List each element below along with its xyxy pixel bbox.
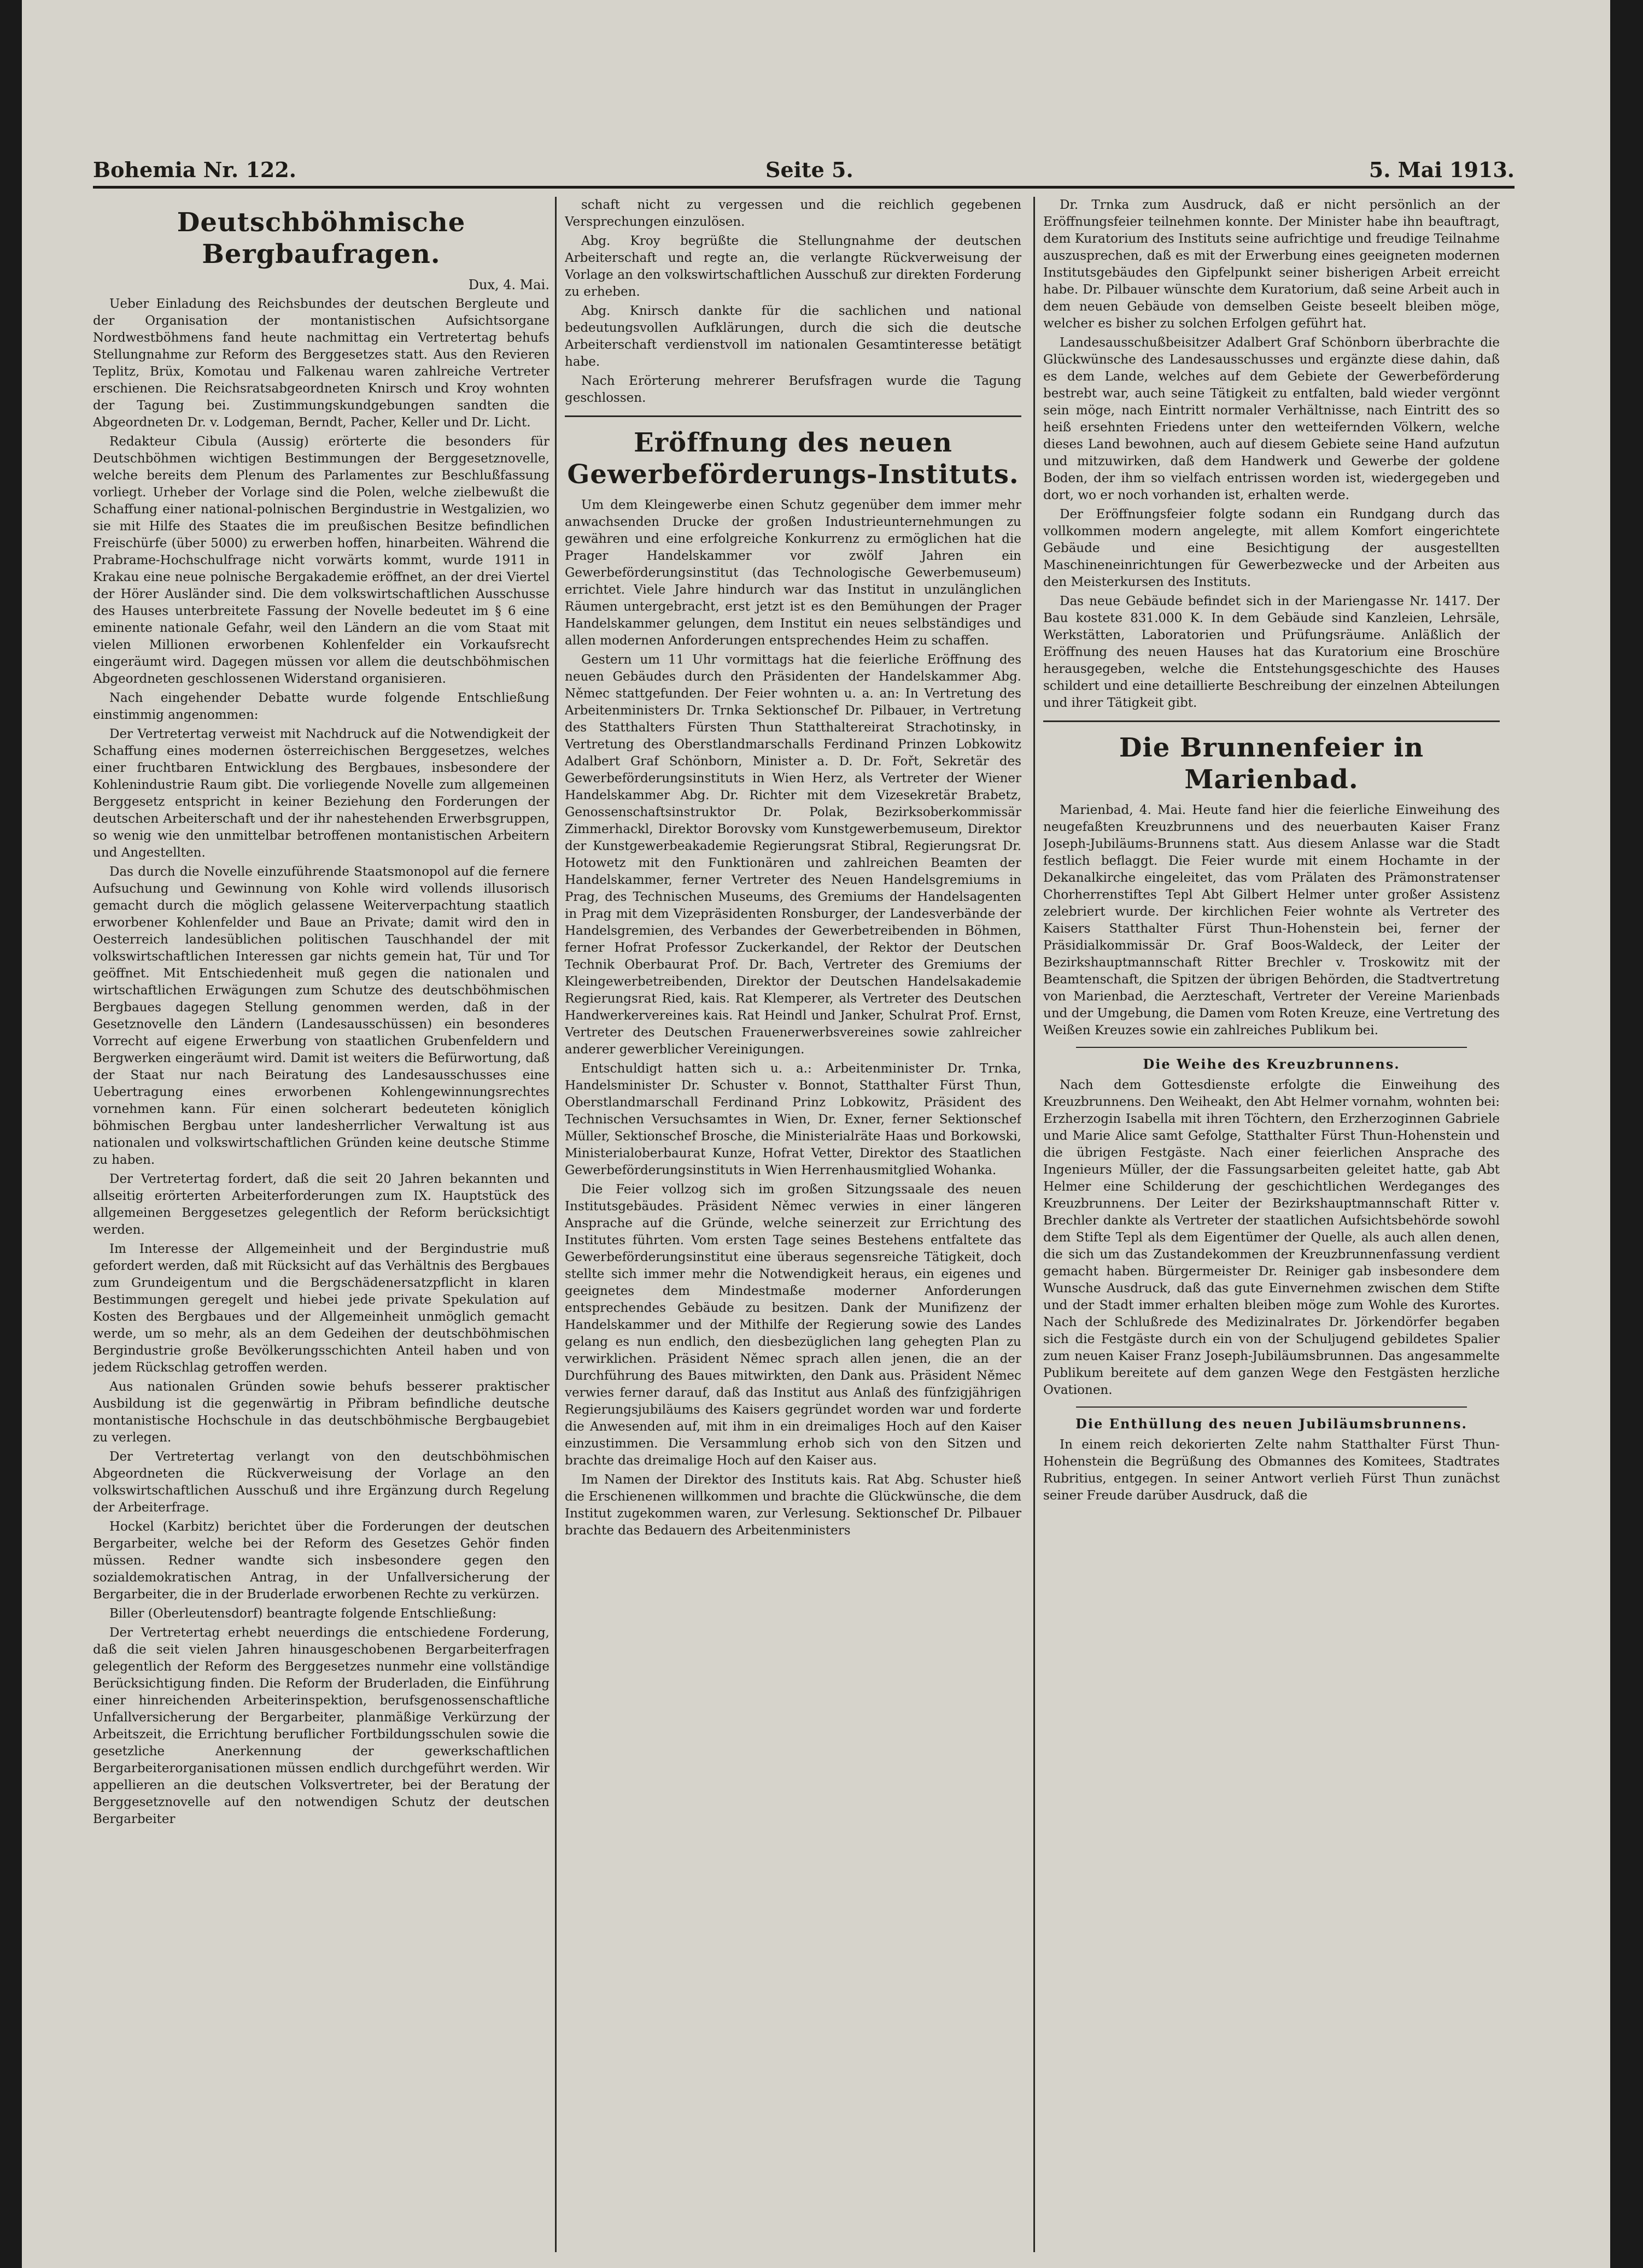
paragraph: Das neue Gebäude befindet sich in der Mariengasse Nr. 1417. Der Bau kostete 831.000 K. In dem Gebäude sind Kanzleien, Lehrsäle, Werkstätten, Laboratorien und Prüfungsräume. Anläßlich der Eröffnung des neuen Hauses hat das Kuratorium eine Broschüre herausgegeben, welche die Entstehungsgeschichte des Hauses schildert und eine detaillierte Beschreibung der einzelnen Abteilungen und ihrer Tätigkeit gibt. [1043, 594, 1500, 710]
article-body [93, 296, 549, 1828]
paragraph: Entschuldigt hatten sich u. a.: Arbeitenminister Dr. Trnka, Handelsminister Dr. Schuster v. Bonnot, Statthalter Fürst Thun, Oberstlandmarschall Ferdinand Prinz Lobkowitz, Präsident des Technischen Versuchsamtes in Wien, Dr. Exner, ferner Sektionschef Müller, Sektionschef Brosche, die Ministerialräte Haas und Borkowski, Ministerialoberbaurat Kunze, Hofrat Vetter, Direktor des Staatlichen Gewerbeförderungsinstituts in Wien Herrenhausmitglied Wohanka. [565, 1062, 1021, 1177]
paragraph: Nach eingehender Debatte wurde folgende Entschließung einstimmig angenommen: [93, 691, 549, 722]
paragraph: Der Vertretertag verweist mit Nachdruck auf die Notwendigkeit der Schaffung eines modernen österreichischen Berggesetzes, welches einer fruchtbaren Entwicklung des Bergbaues, insbesondere der Kohlenindustrie Raum gibt. Die vorliegende Novelle zum allgemeinen Berggesetz entspricht in keiner Beziehung den Forderungen der deutschen Arbeiterschaft und der ihr nahestehenden Erwerbsgruppen, so wenig wie den unmittelbar betroffenen montanistischen Arbeitern und Angestellten. [93, 727, 549, 860]
paragraph: Die Feier vollzog sich im großen Sitzungssaale des neuen Institutsgebäudes. Präsident Němec verwies in einer längeren Ansprache auf die Gründe, welche seinerzeit zur Errichtung des Institutes führten. Vom ersten Tage seines Bestehens entfaltete das Gewerbeförderungsinstitut eine überaus segensreiche Tätigkeit, doch stellte sich immer mehr die Notwendigkeit heraus, ein eigenes und geeignetes dem Mindestmaße moderner Anforderungen entsprechendes Gebäude zu besitzen. Dank der Munifizenz der Handelskammer und der Mithilfe der Regierung sowie des Landes gelang es nun endlich, den diesbezüglichen lang gehegten Plan zu verwirklichen. Präsident Němec sprach allen jenen, die an der Durchführung des Baues mitwirkten, den Dank aus. Präsident Němec verwies ferner darauf, daß das Institut aus Anlaß des fünfzigjährigen Regierungsjubiläums des Kaisers gegründet worden war und forderte die Anwesenden auf, mit ihm in ein dreimaliges Hoch auf den Kaiser einzustimmen. Die Versammlung erhob sich von den Sitzen und brachte das dreimalige Hoch auf den Kaiser aus. [565, 1182, 1021, 1468]
column-divider [1033, 197, 1035, 2252]
article-separator [565, 415, 1021, 417]
newspaper-page [22, 0, 1610, 2268]
paragraph: Aus nationalen Gründen sowie behufs besserer praktischer Ausbildung ist die gegenwärtig in Přibram befindliche deutsche montanistische Hochschule in das deutschböhmische Bergbaugebiet zu verlegen. [93, 1380, 549, 1445]
paragraph: Dr. Trnka zum Ausdruck, daß er nicht persönlich an der Eröffnungsfeier teilnehmen konnte. Der Minister habe ihn beauftragt, dem Kuratorium des Instituts seine aufrichtige und freudige Teilnahme auszusprechen, daß es mit der Erwerbung eines geeigneten modernen Institutsgebäudes den Gipfelpunkt seiner bisherigen Arbeit erreicht habe. Dr. Pilbauer wünschte dem Kuratorium, daß seine Arbeit auch in dem neuen Gebäude von demselben Geiste beseelt bleiben möge, welcher es bisher zu solchen Erfolgen geführt hat. [1043, 198, 1500, 331]
paragraph: Der Eröffnungsfeier folgte sodann ein Rundgang durch das vollkommen modern angelegte, mit allem Komfort eingerichtete Gebäude und eine Besichtigung der ausgestellten Maschineneinrichtungen für Gewerbezwecke und der Arbeiten aus den Meisterkursen des Instituts. [1043, 507, 1500, 589]
paragraph: Abg. Kroy begrüßte die Stellungnahme der deutschen Arbeiterschaft und regte an, die verlangte Rückverweisung der Vorlage an den volkswirtschaftlichen Ausschuß zur direkten Forderung zu erheben. [565, 234, 1021, 299]
article-continuation [565, 197, 1021, 407]
article-headline: Deutschböhmische Bergbaufragen. [177, 207, 466, 269]
paragraph: Ueber Einladung des Reichsbundes der deutschen Bergleute und der Organisation der montanistischen Aufsichtsorgane Nordwestböhmens fand heute nachmittag ein Vertretertag behufs Stellungnahme zur Reform des Berggesetzes statt. Aus den Revieren Teplitz, Brüx, Komotau und Falkenau waren zahlreiche Vertreter erschienen. Die Reichsratsabgeordneten Knirsch und Kroy wohnten der Tagung bei. Zustimmungskundgebungen sandten die Abgeordneten Dr. v. Lodgeman, Berndt, Pacher, Keller und Dr. Licht. [93, 297, 549, 430]
paragraph: Biller (Oberleutensdorf) beantragte folgende Entschließung: [109, 1607, 496, 1621]
paragraph: Im Namen der Direktor des Instituts kais. Rat Abg. Schuster hieß die Erschienenen willkommen und brachte die Glückwünsche, die dem Institut zugekommen waren, zur Verlesung. Sektionschef Dr. Pilbauer brachte das Bedauern des Arbeitenministers [565, 1473, 1021, 1538]
paragraph: Gestern um 11 Uhr vormittags hat die feierliche Eröffnung des neuen Gebäudes durch den Präsidenten der Handelskammer Abg. Němec stattgefunden. Der Feier wohnten u. a. an: In Vertretung des Arbeitenministers Dr. Trnka Sektionschef Dr. Pilbauer, in Vertretung des Statthalters Fürsten Thun Statthaltereirat Strachotinsky, in Vertretung des Oberstlandmarschalls Ferdinand Prinzen Lobkowitz Adalbert Graf Schönborn, Minister a. D. Dr. Fořt, Sekretär des Gewerbeförderungsinstituts in Wien Herz, als Vertreter der Wiener Handelskammer Abg. Dr. Richter mit dem Vizesekretär Brabetz, Genossenschaftsinstruktor Dr. Polak, Bezirksoberkommissär Zimmerhackl, Direktor Borovsky vom Kunstgewerbemuseum, Direktor der Kunstgewerbeakademie Regierungsrat Stibral, Regierungsrat Dr. Hotowetz mit den Funktionären und zahlreichen Beamten der Handelskammer, ferner Vertreter des Neuen Handelsgremiums in Prag, des Technischen Museums, des Gremiums der Handelsagenten in Prag mit dem Vizepräsidenten Ronsburger, der Landesverbände der Handelsgremien, des Verbandes der Gewerbetreibenden in Böhmen, ferner Hofrat Professor Zuckerkandel, der Rektor der Deutschen Technik Oberbaurat Prof. Dr. Bach, Vertreter des Gremiums der Kleingewerbetreibenden, Direktor der Deutschen Handelsakademie Regierungsrat Ried, kais. Rat Klemperer, als Vertreter des Deutschen Handwerkervereines kais. Rat Heindl und Janker, Schulrat Prof. Ernst, Vertreter des Deutschen Frauenerwerbsvereines sowie zahlreicher anderer gewerblicher Vereinigungen. [565, 653, 1021, 1057]
issue-date: 5. Mai 1913. [1369, 157, 1515, 182]
paragraph: Der Vertretertag erhebt neuerdings die entschiedene Forderung, daß die seit vielen Jahren hinausgeschobenen Bergarbeiterfragen gelegentlich der Reform des Berggesetzes nunmehr eine vollständige Berücksichtigung finden. Die Reform der Bruderladen, die Einführung einer hinreichenden Arbeiterinspektion, berufsgenossenschaftliche Unfallversicherung der Bergarbeiter, planmäßige Verkürzung der Arbeitszeit, die Errichtung beruflicher Fortbildungsschulen sowie die gesetzliche Anerkennung der gewerkschaftlichen Bergarbeiterorganisationen müssen endlich durchgeführt werden. Wir appellieren an die deutschen Volksvertreter, bei der Beratung der Berggesetznovelle auf den notwendigen Schutz der deutschen Bergarbeiter [93, 1626, 549, 1826]
column-1 [93, 197, 549, 2252]
paragraph: Um dem Kleingewerbe einen Schutz gegenüber dem immer mehr anwachsenden Drucke der großen Industrieunternehmungen zu gewähren und eine erfolgreiche Konkurrenz zu ermöglichen hat die Prager Handelskammer vor zwölf Jahren ein Gewerbeförderungsinstitut (das Technologische Gewerbemuseum) errichtet. Viele Jahre hindurch war das Institut in unzulänglichen Räumen untergebracht, erst jetzt ist es den Bemühungen der Prager Handelskammer gelungen, dem Institut ein neues selbständiges und allen modernen Anforderungen entsprechendes Heim zu schaffen. [565, 498, 1021, 648]
paragraph: Landesausschußbeisitzer Adalbert Graf Schönborn überbrachte die Glückwünsche des Landesausschusses und ergänzte diese dahin, daß es dem Lande, welches auf dem Gebiete der Gewerbeförderung bestrebt war, auch seine Tätigkeit zu entfalten, bald wieder vergönnt sein möge, nach Eintritt normaler Verhältnisse, nach Eintritt des so heiß ersehnten Friedens unter den wetteifernden Völkern, welche dieses Land bewohnen, auch auf diesem Gebiete seine Hand aufzutun und mitzuwirken, daß dem Handwerk und Gewerbe der goldene Boden, der ihm so vielfach entrissen worden ist, wiedergegeben und dort, wo er noch vorhanden ist, erhalten werde. [1043, 336, 1500, 502]
article-body [1043, 802, 1500, 1039]
page-header [93, 157, 1515, 190]
article-body [565, 497, 1021, 1539]
column-2 [565, 197, 1021, 2252]
section-separator [1076, 1047, 1467, 1048]
paragraph: Im Interesse der Allgemeinheit und der Bergindustrie muß gefordert werden, daß mit Rücksicht auf das Verhältnis des Bergbaues zum Grundeigentum und die Bergschädenersatzpflicht in klaren Bestimmungen geregelt und hiebei jede private Spekulation auf Kosten des Bergbaues und der Allgemeinheit unmöglich gemacht werde, um so mehr, als an dem Gedeihen der deutschböhmischen Bergindustrie große Bevölkerungsschichten Anteil haben und von jedem Rückschlag getroffen werden. [93, 1242, 549, 1375]
section-subheading: Die Enthüllung des neuen Jubiläumsbrunnens. [1075, 1416, 1467, 1432]
paragraph: Das durch die Novelle einzuführende Staatsmonopol auf die fernere Aufsuchung und Gewinnung von Kohle wird vollends illusorisch gemacht durch die möglich gelassene Weiterverpachtung staatlich erworbener Kohlenfelder und Baue an Private; damit wird den in Oesterreich landesüblichen politischen Tauschhandel der mit volkswirtschaftlichen Interessen gar nichts gemein hat, Tür und Tor geöffnet. Mit Entschiedenheit muß gegen die nationalen und wirtschaftlichen Erwägungen zum Schutze des deutschböhmischen Bergbaues dagegen Stellung genommen werden, daß in der Gesetznovelle den Ländern (Landesausschüssen) ein besonderes Vorrecht auf eigene Erwerbung von staatlichen Grubenfeldern und Bergwerken eingeräumt wird. Damit ist weiters die Befürwortung, daß der Staat nur nach Beiratung des Landesausschusses eine Uebertragung eines erworbenen Kohlengewinnungsrechtes vornehmen kann. Für einen solcherart bedeuteten königlich böhmischen Bergbau unter landesherrlicher Verwaltung ist aus nationalen und volkswirtschaftlichen Gründen keine deutsche Stimme zu haben. [93, 865, 549, 1167]
paragraph: Redakteur Cibula (Aussig) erörterte die besonders für Deutschböhmen wichtigen Bestimmungen der Berggesetznovelle, welche bereits dem Plenum des Parlamentes zur Beschlußfassung vorliegt. Urheber der Vorlage sind die Polen, welche zielbewußt die Schaffung einer national-polnischen Bergindustrie in Westgalizien, wo sie mit Hilfe des Staates die im preußischen Besitze befindlichen Freischürfe (über 5000) zu erwerben hoffen, hinarbeiten. Während die Prabrame-Hochschulfrage nicht vorwärts kommt, wurde 1911 in Krakau eine neue polnische Bergakademie eröffnet, an der drei Viertel der Hörer Ausländer sind. Die dem volkswirtschaftlichen Ausschusse des Hauses unterbreitete Fassung der Novelle bedeutet im § 6 eine eminente nationale Gefahr, weil den Ländern an die vom Staat mit vielen Millionen erworbenen Kohlenfelder ein Vorkaufsrecht eingeräumt wird. Dagegen müssen vor allem die deutschböhmischen Abgeordneten geschlossenen Widerstand organisieren. [93, 435, 549, 686]
section-separator [1076, 1406, 1467, 1408]
paragraph: Der Vertretertag fordert, daß die seit 20 Jahren bekannten und allseitig erörterten Arbeiterforderungen zum IX. Hauptstück des allgemeinen Berggesetzes gelegentlich der Reform berücksichtigt werden. [93, 1172, 549, 1237]
article-dateline: Dux, 4. Mai. [468, 277, 549, 292]
publication-name: Bohemia Nr. 122. [93, 157, 297, 182]
page-number: Seite 5. [765, 157, 853, 182]
paragraph: Marienbad, 4. Mai. Heute fand hier die feierliche Einweihung des neugefaßten Kreuzbrunnens und des neuerbauten Kaiser Franz Joseph-Jubiläums-Brunnens statt. Aus diesem Anlasse war die Stadt festlich beflaggt. Die Feier wurde mit einem Hochamte in der Dekanalkirche eingeleitet, das vom Prälaten des Prämonstratenser Chorherrenstiftes Tepl Abt Gilbert Helmer unter großer Assistenz zelebriert wurde. Der kirchlichen Feier wohnte als Vertreter des Kaisers Statthalter Fürst Thun-Hohenstein bei, ferner der Präsidialkommissär Dr. Graf Boos-Waldeck, der Leiter der Bezirkshauptmannschaft Ritter Brechler v. Troskowitz mit der Beamtenschaft, die Spitzen der übrigen Behörden, die Stadtvertretung von Marienbad, die Aerzteschaft, Vertreter der Vereine Marienbads und der Umgebung, die Damen vom Roten Kreuze, eine Vertretung des Weißen Kreuzes sowie ein zahlreiches Publikum bei. [1043, 803, 1500, 1038]
article-body [1043, 1077, 1500, 1399]
section-subheading: Die Weihe des Kreuzbrunnens. [1143, 1056, 1400, 1072]
paragraph: Nach Erörterung mehrerer Berufsfragen wurde die Tagung geschlossen. [565, 374, 1021, 405]
article-continuation [1043, 197, 1500, 712]
article-headline: Eröffnung des neuen Gewerbeförderungs-Instituts. [567, 427, 1019, 490]
paragraph: Der Vertretertag verlangt von den deutschböhmischen Abgeordneten die Rückverweisung der Vorlage an den volkswirtschaftlichen Ausschuß und ihre Ergänzung durch Regelung der Arbeiterfrage. [93, 1450, 549, 1515]
article-separator [1043, 720, 1500, 722]
article-headline: Die Brunnenfeier in Marienbad. [1119, 732, 1424, 795]
paragraph: Abg. Knirsch dankte für die sachlichen und national bedeutungsvollen Aufklärungen, durch die sich die deutsche Arbeiterschaft verdienstvoll im nationalen Gesamtinteresse betätigt habe. [565, 304, 1021, 369]
paragraph: Nach dem Gottesdienste erfolgte die Einweihung des Kreuzbrunnens. Den Weiheakt, den Abt Helmer vornahm, wohnten bei: Erzherzogin Isabella mit ihren Töchtern, den Erzherzoginnen Gabriele und Marie Alice samt Gefolge, Statthalter Fürst Thun-Hohenstein und die übrigen Festgäste. Nach einer feierlichen Ansprache des Ingenieurs Müller, der die Fassungsarbeiten geleitet hatte, gab Abt Helmer eine Schilderung der geschichtlichen Werdeganges des Kreuzbrunnens. Der Leiter der Bezirkshauptmannschaft Ritter v. Brechler dankte als Vertreter der staatlichen Aufsichtsbehörde sowohl dem Stifte Tepl als dem Eigentümer der Quelle, als auch allen denen, die sich um das Zustandekommen der Kreuzbrunnenfassung verdient gemacht haben. Bürgermeister Dr. Reiniger gab insbesondere dem Wunsche Ausdruck, daß das gute Einvernehmen zwischen dem Stifte und der Stadt immer erhalten bleiben möge zum Wohle des Kurortes. Nach der Schlußrede des Medizinalrates Dr. Jörkendörfer begaben sich die Festgäste durch ein von der Schuljugend gebildetes Spalier zum neuen Kaiser Franz Joseph-Jubiläumsbrunnen. Das angesammelte Publikum bereitete auf dem ganzen Wege den Festgästen herzliche Ovationen. [1043, 1078, 1500, 1397]
header-rule [93, 186, 1515, 189]
paragraph: In einem reich dekorierten Zelte nahm Statthalter Fürst Thun-Hohenstein die Begrüßung des Obmannes des Komitees, Stadtrates Rubritius, entgegen. In seiner Antwort verlieh Fürst Thun zunächst seiner Freude darüber Ausdruck, daß die [1043, 1438, 1500, 1503]
column-3 [1043, 197, 1500, 2252]
column-divider [555, 197, 557, 2252]
paragraph: schaft nicht zu vergessen und die reichlich gegebenen Versprechungen einzulösen. [565, 198, 1021, 229]
paragraph: Hockel (Karbitz) berichtet über die Forderungen der deutschen Bergarbeiter, welche bei der Reform des Gesetzes Gehör finden müssen. Redner wandte sich insbesondere gegen den sozialdemokratischen Antrag, in der Unfallversicherung der Bergarbeiter, die in der Bruderlade erworbenen Rechte zu verkürzen. [93, 1520, 549, 1602]
article-body [1043, 1437, 1500, 1504]
